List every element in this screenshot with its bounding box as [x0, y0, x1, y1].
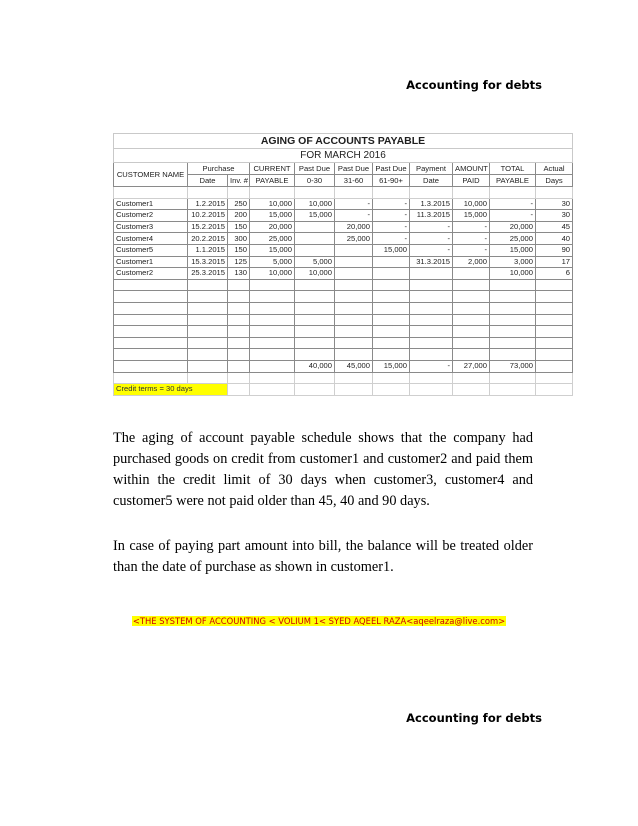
table-cell: 15,000 [250, 244, 295, 256]
table-cell: Customer2 [114, 268, 188, 280]
table-cell: 10,000 [250, 198, 295, 210]
table-cell: 45 [536, 221, 573, 233]
header-past-due-1: Past Due [295, 163, 335, 175]
table-row-empty [114, 326, 573, 338]
table-cell: 25,000 [490, 233, 536, 245]
header-past-due-3: Past Due [373, 163, 410, 175]
table-cell: - [453, 221, 490, 233]
table-row-empty [114, 372, 573, 384]
table-cell: Customer3 [114, 221, 188, 233]
totals-cell [228, 360, 250, 372]
table-cell [373, 256, 410, 268]
table-cell: - [373, 198, 410, 210]
table-cell: 200 [228, 210, 250, 222]
table-cell: - [335, 198, 373, 210]
table-cell: - [373, 210, 410, 222]
footer-citation [0, 616, 638, 627]
table-cell: 15,000 [295, 210, 335, 222]
table-cell: 20,000 [335, 221, 373, 233]
footer-citation-text: <THE SYSTEM OF ACCOUNTING < VOLIUM 1< SYED AQEEL RAZA<aqeelraza@live.com> [132, 616, 506, 626]
table-cell [335, 268, 373, 280]
totals-cell [114, 360, 188, 372]
table-cell: 20,000 [490, 221, 536, 233]
table-cell: 15,000 [453, 210, 490, 222]
table-cell: 150 [228, 221, 250, 233]
next-page-header-title: Accounting for debts [406, 711, 542, 725]
table-cell: 1.3.2015 [410, 198, 453, 210]
header-current: CURRENT [250, 163, 295, 175]
header-past-due-2: Past Due [335, 163, 373, 175]
table-cell [373, 268, 410, 280]
table-cell: 125 [228, 256, 250, 268]
header-total-payable: PAYABLE [490, 175, 536, 187]
paragraph-partial-payment: In case of paying part amount into bill, the balance will be treated older than the date of purchase as shown in customer1. [113, 538, 533, 575]
header-purchase: Purchase [188, 163, 250, 175]
table-cell: 1.1.2015 [188, 244, 228, 256]
table-cell: 30 [536, 210, 573, 222]
table-cell [453, 268, 490, 280]
table-cell: Customer1 [114, 256, 188, 268]
header-61-90: 61-90+ [373, 175, 410, 187]
table-cell: 90 [536, 244, 573, 256]
aging-table [113, 133, 573, 396]
table-cell: 150 [228, 244, 250, 256]
table-row [114, 256, 573, 268]
table-cell: 25,000 [335, 233, 373, 245]
header-date: Date [188, 175, 228, 187]
table-cell: 15,000 [250, 210, 295, 222]
table-header-top [114, 163, 573, 175]
table-row [114, 221, 573, 233]
table-cell: - [410, 244, 453, 256]
table-cell [335, 256, 373, 268]
header-31-60: 31-60 [335, 175, 373, 187]
header-actual: Actual [536, 163, 573, 175]
table-cell: 2,000 [453, 256, 490, 268]
table-cell: - [373, 233, 410, 245]
table-cell [295, 221, 335, 233]
table-cell [410, 268, 453, 280]
table-cell: - [490, 198, 536, 210]
table-row [114, 198, 573, 210]
totals-cell: 15,000 [373, 360, 410, 372]
table-title: AGING OF ACCOUNTS PAYABLE [114, 134, 573, 149]
header-inv: Inv. # [228, 175, 250, 187]
table-cell: - [410, 221, 453, 233]
table-cell: 5,000 [250, 256, 295, 268]
table-cell: 10,000 [250, 268, 295, 280]
table-cell: Customer5 [114, 244, 188, 256]
table-cell: 15,000 [490, 244, 536, 256]
credit-terms-row [114, 384, 573, 396]
header-payment-date: Date [410, 175, 453, 187]
totals-cell [250, 360, 295, 372]
header-days: Days [536, 175, 573, 187]
table-row-empty [114, 337, 573, 349]
table-row-empty [114, 279, 573, 291]
totals-cell: 73,000 [490, 360, 536, 372]
table-cell: - [410, 233, 453, 245]
table-cell: - [335, 210, 373, 222]
header-payment: Payment [410, 163, 453, 175]
table-totals-row [114, 360, 573, 372]
totals-cell: 40,000 [295, 360, 335, 372]
table-cell: 15,000 [373, 244, 410, 256]
table-cell [295, 233, 335, 245]
header-customer-name: CUSTOMER NAME [114, 163, 188, 187]
credit-terms-note: Credit terms = 30 days [114, 384, 228, 396]
table-cell: 25.3.2015 [188, 268, 228, 280]
table-cell: - [453, 233, 490, 245]
header-0-30: 0-30 [295, 175, 335, 187]
totals-cell [536, 360, 573, 372]
header-payable: PAYABLE [250, 175, 295, 187]
table-cell: 11.3.2015 [410, 210, 453, 222]
table-cell: 15.2.2015 [188, 221, 228, 233]
table-subtitle: FOR MARCH 2016 [114, 149, 573, 163]
header-total: TOTAL [490, 163, 536, 175]
table-cell: 6 [536, 268, 573, 280]
table-cell: 31.3.2015 [410, 256, 453, 268]
table-cell: 10,000 [490, 268, 536, 280]
table-cell: 30 [536, 198, 573, 210]
page-header-title: Accounting for debts [406, 78, 542, 92]
table-row [114, 233, 573, 245]
table-row [114, 268, 573, 280]
totals-cell: 45,000 [335, 360, 373, 372]
table-cell: - [373, 221, 410, 233]
table-cell: Customer1 [114, 198, 188, 210]
table-cell: 20.2.2015 [188, 233, 228, 245]
table-row [114, 244, 573, 256]
table-row [114, 210, 573, 222]
aging-table-image [113, 133, 572, 411]
table-cell: 130 [228, 268, 250, 280]
table-cell: 10,000 [453, 198, 490, 210]
header-amount: AMOUNT [453, 163, 490, 175]
table-cell: Customer4 [114, 233, 188, 245]
table-cell: Customer2 [114, 210, 188, 222]
totals-cell [188, 360, 228, 372]
table-cell: 20,000 [250, 221, 295, 233]
table-cell: 300 [228, 233, 250, 245]
table-cell: 40 [536, 233, 573, 245]
table-row-empty [114, 314, 573, 326]
table-cell: 17 [536, 256, 573, 268]
table-cell: 250 [228, 198, 250, 210]
table-cell: 3,000 [490, 256, 536, 268]
table-cell [335, 244, 373, 256]
table-cell: 10.2.2015 [188, 210, 228, 222]
table-row-empty [114, 302, 573, 314]
table-cell: 10,000 [295, 198, 335, 210]
table-cell: - [453, 244, 490, 256]
table-cell: 25,000 [250, 233, 295, 245]
table-cell: 15.3.2015 [188, 256, 228, 268]
table-cell: 5,000 [295, 256, 335, 268]
totals-cell: - [410, 360, 453, 372]
table-cell [295, 244, 335, 256]
totals-cell: 27,000 [453, 360, 490, 372]
table-row-empty [114, 349, 573, 361]
header-paid: PAID [453, 175, 490, 187]
table-cell: - [490, 210, 536, 222]
table-row-empty [114, 291, 573, 303]
table-cell: 10,000 [295, 268, 335, 280]
paragraph-aging-explanation: The aging of account payable schedule shows that the company had purchased goods on credit from customer1 and customer2 and paid them within the credit limit of 30 days when customer3, customer4 and customer5 were not paid older than 45, 40 and 90 days. [113, 430, 533, 509]
table-cell: 1.2.2015 [188, 198, 228, 210]
